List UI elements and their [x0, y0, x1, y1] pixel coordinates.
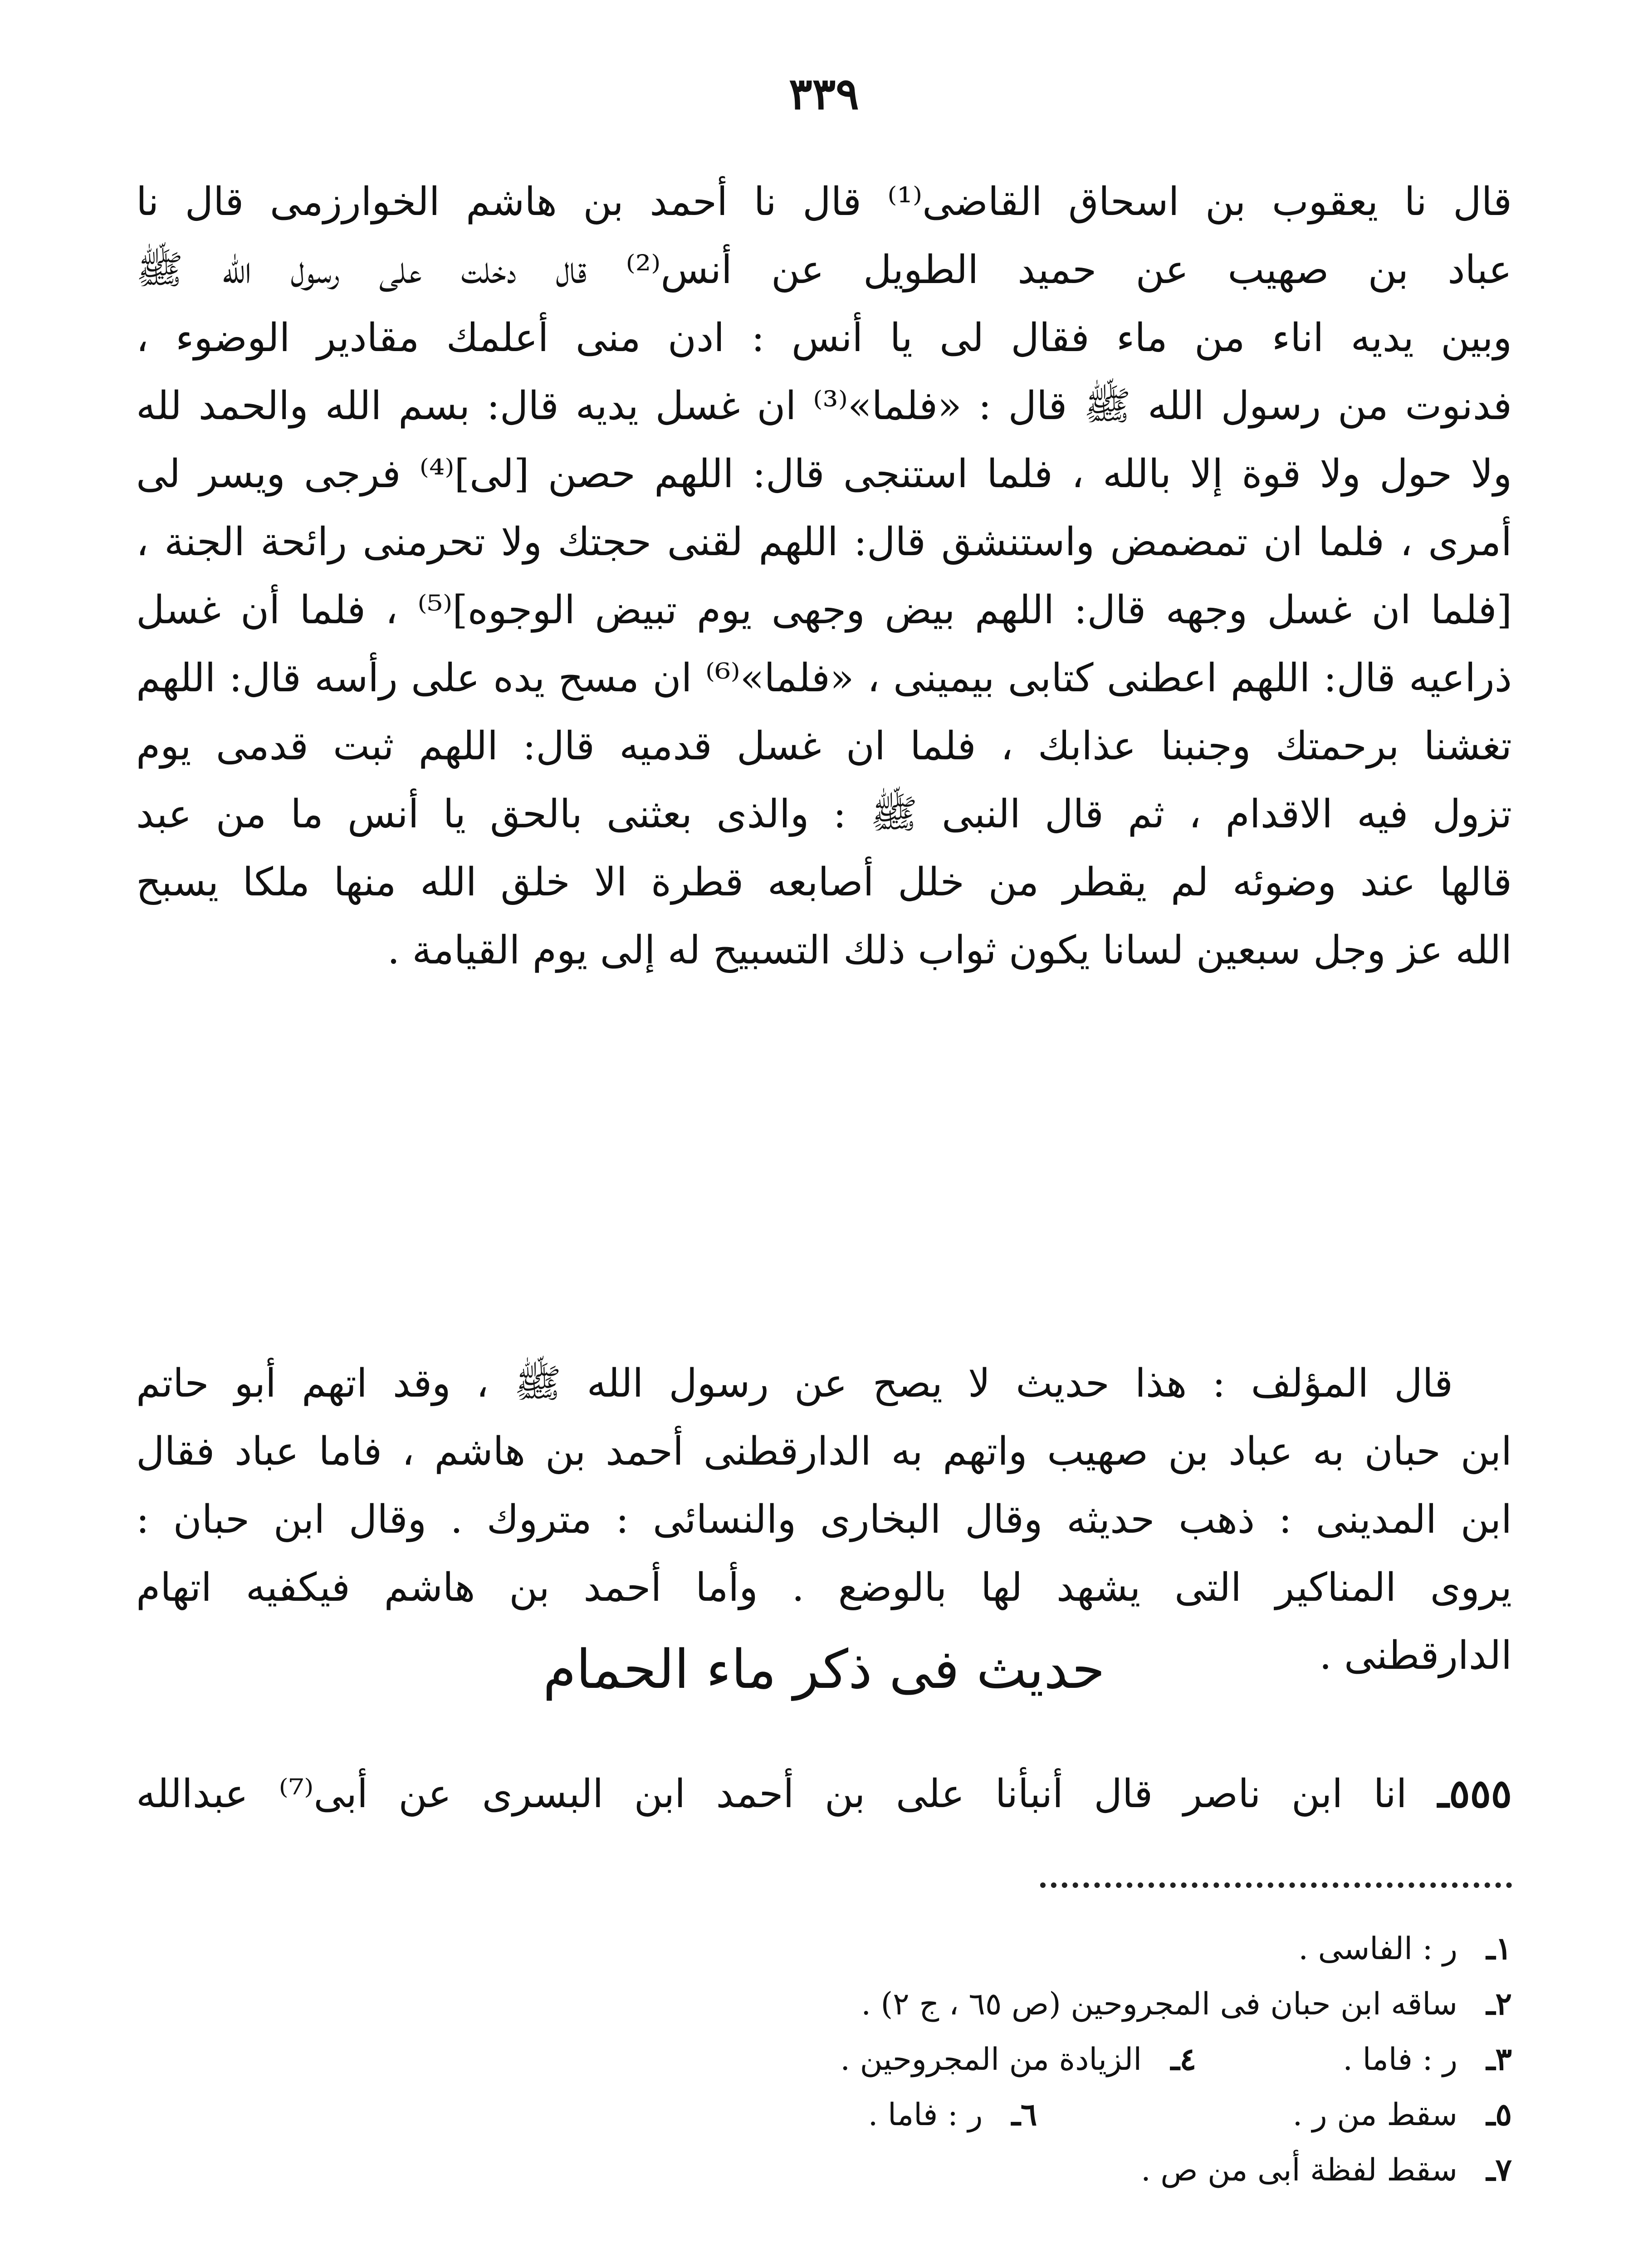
footnote-text: سقط لفظة أبى من ص . [1141, 2152, 1457, 2188]
text-line: قالها عند وضوئه لم يقطر من خلل أصابعه قطرة الا خلق الله منها ملكا يسبح [136, 860, 1512, 905]
text-line: ابن المدينى : ذهب حديثه وقال البخارى والنسائى : متروك . وقال ابن حبان : [136, 1497, 1512, 1542]
footnote-row [136, 1921, 1512, 1976]
footnote [1298, 1921, 1512, 1977]
text-line: [فلما ان غسل وجهه قال: اللهم بيض وجهى يوم تبيض الوجوه]⁽⁵⁾ ، فلما أن غسل [136, 587, 1512, 633]
footnote-text: ر : الفاسى . [1298, 1931, 1457, 1967]
footnote-number: ٧ـ [1486, 2152, 1512, 2188]
footnote-text: ساقه ابن حبان فى المجروحين (ص ٦٥ ، ج ٢) . [861, 1986, 1457, 2022]
footnote [1343, 2032, 1512, 2087]
text-line: الدارقطنى . [1319, 1633, 1512, 1678]
footnote [868, 2087, 1037, 2143]
text-line: تزول فيه الاقدام ، ثم قال النبى ﷺ : والذى بعثنى بالحق يا أنس ما من عبد [136, 792, 1512, 837]
footnote-number: ٥ـ [1486, 2097, 1512, 2133]
text-line: عباد بن صهيب عن حميد الطويل عن أنس⁽²⁾ قال دخلت على رسول الله ﷺ [136, 247, 1512, 293]
page-number: ٣٣٩ [789, 68, 859, 119]
text-line: الله عز وجل سبعين لسانا يكون ثواب ذلك التسبيح له إلى يوم القيامة . [387, 928, 1512, 973]
footnote [1141, 2142, 1512, 2198]
footnote-row [136, 2087, 1512, 2142]
footnote-row [136, 1976, 1512, 2032]
footnote-row [136, 2142, 1512, 2198]
footnote [1293, 2087, 1512, 2143]
footnote [861, 1976, 1512, 2032]
text-line: قال نا يعقوب بن اسحاق القاضى⁽¹⁾ قال نا أحمد بن هاشم الخوارزمى قال نا [136, 179, 1512, 225]
footnote-number: ٣ـ [1486, 2041, 1512, 2077]
text-line: وبين يديه اناء من ماء فقال لى يا أنس : ادن منى أعلمك مقادير الوضوء ، [136, 315, 1512, 361]
footnote-separator [1040, 1882, 1512, 1888]
footnote-number: ١ـ [1486, 1931, 1512, 1967]
text-line: قال المؤلف : هذا حديث لا يصح عن رسول الله ﷺ ، وقد اتهم أبو حاتم [136, 1361, 1453, 1406]
hadith-text: انا ابن ناصر قال أنبأنا على بن أحمد ابن البسرى عن أبى⁽⁷⁾ عبدالله [136, 1771, 1407, 1817]
text-line: ابن حبان به عباد بن صهيب واتهم به الدارقطنى أحمد بن هاشم ، فاما عباد فقال [136, 1429, 1512, 1474]
text-line: ذراعيه قال: اللهم اعطنى كتابى بيمينى ، «فلما»⁽⁶⁾ ان مسح يده على رأسه قال: اللهم [136, 655, 1512, 701]
footnote-text: ر : فاما . [1343, 2042, 1457, 2077]
footnote-number: ٦ـ [1011, 2097, 1037, 2133]
footnote-text: ر : فاما . [868, 2097, 983, 2133]
footnote-row [136, 2032, 1512, 2087]
footnote [840, 2032, 1196, 2087]
footnotes [136, 1921, 1512, 2198]
section-heading: حديث فى ذكر ماء الحمام [543, 1638, 1105, 1701]
text-line: فدنوت من رسول الله ﷺ قال : «فلما»⁽³⁾ ان غسل يديه قال: بسم الله والحمد لله [136, 383, 1512, 429]
hadith-paragraph [136, 168, 1512, 984]
text-line: أمرى ، فلما ان تمضمض واستنشق قال: اللهم لقنى حجتك ولا تحرمنى رائحة الجنة ، [136, 519, 1512, 565]
text-line: تغشنا برحمتك وجنبنا عذابك ، فلما ان غسل قدميه قال: اللهم ثبت قدمى يوم [136, 723, 1512, 769]
text-line: يروى المناكير التى يشهد لها بالوضع . وأما أحمد بن هاشم فيكفيه اتهام [136, 1565, 1512, 1610]
text-line: ولا حول ولا قوة إلا بالله ، فلما استنجى قال: اللهم حصن [لى]⁽⁴⁾ فرجى ويسر لى [136, 451, 1512, 497]
hadith-555-line [136, 1760, 1512, 1828]
footnote-text: سقط من ر . [1292, 2097, 1457, 2133]
footnote-number: ٢ـ [1486, 1986, 1512, 2022]
footnote-text: الزيادة من المجروحين . [840, 2042, 1142, 2077]
footnote-number: ٤ـ [1170, 2041, 1197, 2077]
hadith-number: ٥٥٥ـ [1438, 1771, 1512, 1817]
